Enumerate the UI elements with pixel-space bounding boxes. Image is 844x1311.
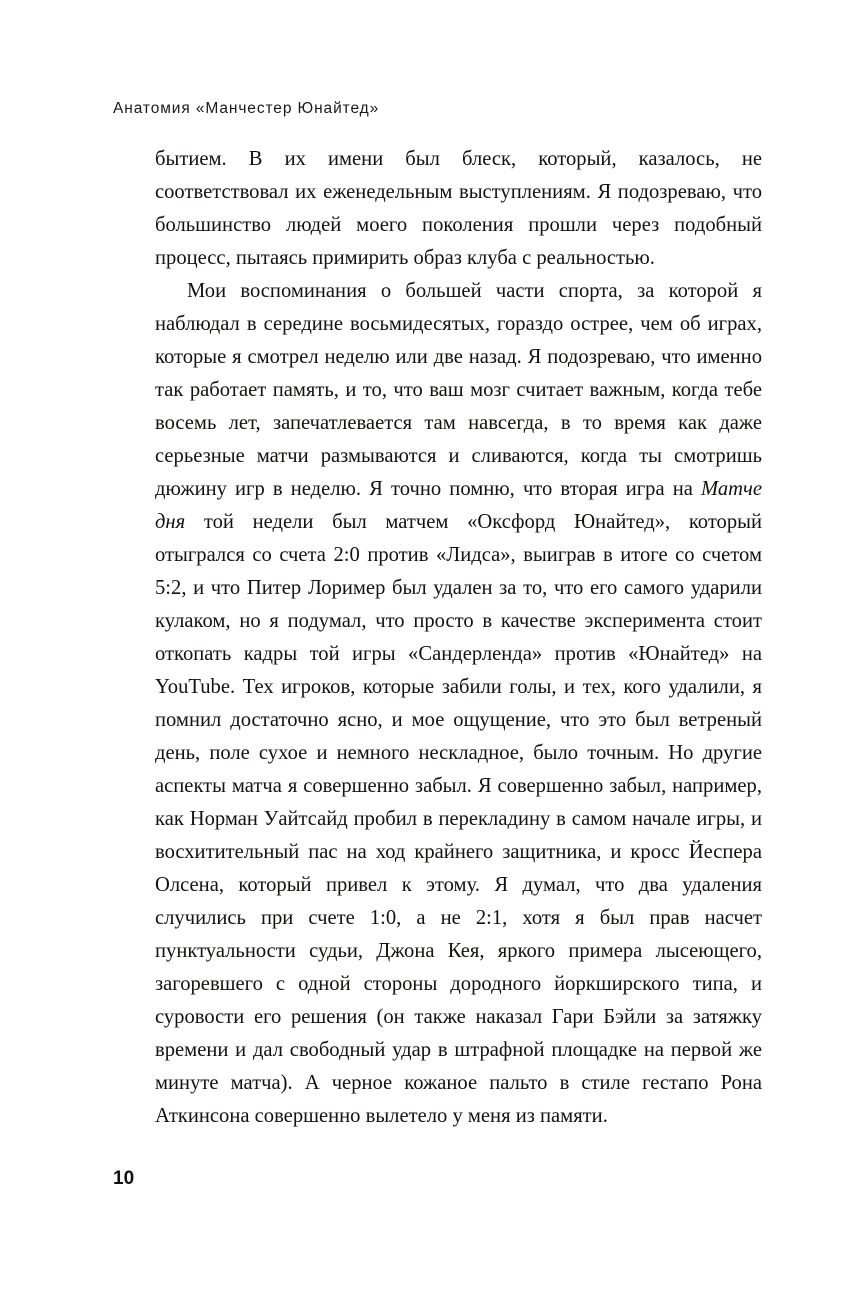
paragraph-segment: Мои воспоминания о большей части спорта, за которой я наблюдал в середине восьмидесятых, гораздо острее, чем об играх, которые я смотрел неделю или две назад. Я подозреваю, что именно так работает память, и то, что ваш мозг считает важным, когда тебе восемь лет, запечатлевается там навсегда, в то время как даже серьезные матчи размываются и сливаются, когда ты смотришь дюжину игр в неделю. Я точно помню, что вторая игра на [155, 280, 762, 500]
paragraph: бытием. В их имени был блеск, который, казалось, не соответствовал их еженедельным выступлениям. Я подозреваю, что большинство людей моего поколения прошли через подобный процесс, пытаясь примирить образ клуба с реальностью. [155, 148, 762, 269]
page-number: 10 [113, 1168, 135, 1189]
paragraph-segment: той недели был матчем «Оксфорд Юнайтед», который отыгрался со счета 2:0 против «Лидса», выиграв в итоге со счетом 5:2, и что Питер Лоример был удален за то, что его самого ударили кулаком, но я подумал, что просто в качестве эксперимента стоит откопать кадры той игры «Сандерленда» против «Юнайтед» на YouTube. Тех игроков, которые забили голы, и тех, кого удалили, я помнил достаточно ясно, и мое ощущение, что это был ветреный день, поле сухое и немного нескладное, было точным. Но другие аспекты матча я совершенно забыл. Я совершенно забыл, например, как Норман Уайтсайд пробил в перекладину в самом начале игры, и восхитительный пас на ход крайнего защитника, и кросс Йеспера Олсена, который привел к этому. Я думал, что два удаления случились при счете 1:0, а не 2:1, хотя я был прав насчет пунктуальности судьи, Джона Кея, яркого примера лысеющего, загоревшего с одной стороны дородного йоркширского типа, и суровости его решения (он также наказал Гари Бэйли за затяжку времени и дал свободный удар в штрафной площадке на первой же минуте матча). А черное кожаное пальто в стиле гестапо Рона Аткинсона совершенно вылетело у меня из памяти. [155, 511, 762, 1127]
italic-title: Матче дня [155, 478, 762, 533]
paragraph [155, 275, 762, 1133]
body-text-column [155, 143, 762, 1133]
running-head: Анатомия «Манчестер Юнайтед» [113, 100, 380, 117]
